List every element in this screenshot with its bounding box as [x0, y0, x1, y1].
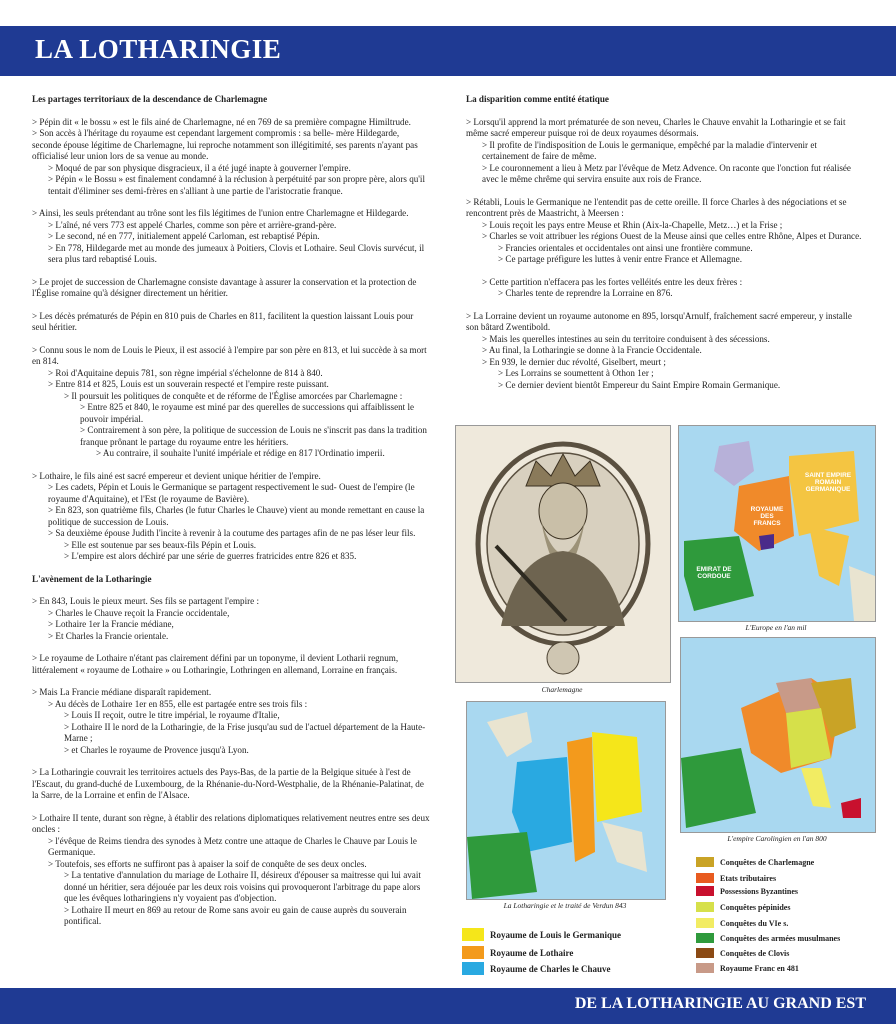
legend-swatch: [462, 928, 484, 941]
legend-label: Possessions Byzantines: [720, 886, 799, 896]
map-carolingien: [680, 637, 876, 833]
paragraph: > Les Lorrains se soumettent à Othon 1er ;: [498, 368, 654, 378]
paragraph: > Au décès de Lothaire 1er en 855, elle est partagée entre ses trois fils :: [48, 698, 308, 709]
charlemagne-portrait: [455, 425, 671, 683]
paragraph: > En 778, Hildegarde met au monde des jumeaux à Poitiers, Clovis et Lothaire. Seul Clovis survécut, il sera plus tard rebaptisé Louis.: [48, 242, 425, 264]
paragraph: > En 823, son quatrième fils, Charles (le futur Charles le Chauve) vient au monde remettant en cause la politique de succession de Louis.: [48, 505, 425, 527]
paragraph: > Lorsqu'il apprend la mort prématurée de son neveu, Charles le Chauve envahit la Lotharingie et se fait même sacré empereur puisque roi de deux royaumes désormais.: [466, 116, 846, 138]
legend-item: [696, 873, 776, 883]
paragraph: > l'évêque de Reims tiendra des synodes à Metz contre une attaque de Charles le Chauve par Louis le Germanique.: [48, 835, 417, 857]
paragraph: > Au final, la Lotharingie se donne à la Francie Occidentale.: [482, 345, 702, 355]
paragraph: > Mais La Francie médiane disparaît rapidement.: [32, 687, 212, 697]
right-column: [466, 94, 866, 391]
caption: L'empire Carolingien en l'an 800: [727, 834, 827, 843]
legend-label: Conquêtes du VIe s.: [720, 918, 789, 928]
paragraph: > Louis reçoit les pays entre Meuse et Rhin (Aix-la-Chapelle, Metz…) et la Frise ;: [482, 219, 783, 230]
map-label: ROYAUME DES FRANCS: [750, 506, 784, 527]
caption: Charlemagne: [541, 685, 583, 694]
legend-item: [462, 946, 573, 959]
footer-title: DE LA LOTHARINGIE AU GRAND EST: [574, 995, 866, 1012]
legend-label: Conquêtes pépinides: [720, 902, 791, 912]
legend-label: Conquêtes de Charlemagne: [720, 857, 815, 867]
legend-swatch: [462, 962, 484, 975]
paragraph: > La Lorraine devient un royaume autonome en 895, lorsqu'Arnulf, fraîchement sacré empereur, y installe son bâtard Zwentibold.: [466, 310, 852, 332]
paragraph: > Cette partition n'effacera pas les fortes velléités entre les deux frères :: [482, 276, 743, 287]
paragraph: > Lothaire II tente, durant son règne, à établir des relations diplomatiques relativement neutres entre ses deux oncles :: [32, 812, 430, 834]
map-label: EMIRAT DE CORDOUE: [696, 566, 732, 580]
legend-label: Etats tributaires: [720, 873, 777, 883]
paragraph: > Charles se voit attribuer les régions Ouest de la Meuse ainsi que celles entre Rhône, Alpes et Durance.: [482, 231, 862, 241]
paragraph: > Il profite de l'indisposition de Louis le germanique, empêché par la maladie d'intervenir et certainement de faire de même.: [482, 139, 817, 161]
legend-swatch: [696, 918, 714, 928]
paragraph: > Mais les querelles intestines au sein du territoire conduisent à des sécessions.: [482, 333, 770, 344]
paragraph: > Ce partage préfigure les luttes à venir entre France et Allemagne.: [498, 254, 742, 264]
paragraph: > Entre 825 et 840, le royaume est miné par des querelles de successions qui affaiblissent le pouvoir impérial.: [80, 402, 415, 424]
legend-swatch: [696, 886, 714, 896]
paragraph: > Francies orientales et occidentales ont ainsi une frontière commune.: [498, 242, 753, 253]
legend-swatch: [462, 946, 484, 959]
paragraph: > Sa deuxième épouse Judith l'incite à revenir à la coutume des partages afin de ne pas léser leur fils.: [48, 528, 416, 538]
legend-swatch: [696, 963, 714, 973]
paragraph: > Et Charles la Francie orientale.: [48, 630, 169, 641]
paragraph: > Toutefois, ses efforts ne suffiront pas à apaiser la soif de conquête de ses deux oncles.: [48, 858, 367, 869]
map-verdun-graphic: [467, 702, 665, 899]
legend-label: Royaume de Charles le Chauve: [490, 963, 611, 974]
legend-label: Conquêtes de Clovis: [720, 948, 790, 958]
map-label: SAINT EMPIRE ROMAIN GERMANIQUE: [804, 472, 852, 493]
legend-item: [696, 948, 789, 958]
legend-swatch: [696, 873, 714, 883]
legend-item: [696, 918, 788, 928]
paragraph: > Au contraire, il souhaite l'unité impériale et rédige en 817 l'Ordinatio imperii.: [96, 448, 385, 458]
map-europe-mil: [678, 425, 876, 622]
paragraph: > et Charles le royaume de Provence jusqu'à Lyon.: [64, 744, 249, 755]
paragraph: > L'empire est alors déchiré par une série de guerres fratricides entre 826 et 835.: [64, 551, 357, 561]
paragraph: > En 843, Louis le pieux meurt. Ses fils se partagent l'empire :: [32, 596, 259, 606]
page-title: LA LOTHARINGIE: [35, 34, 282, 64]
footer-bar: [0, 988, 896, 1024]
paragraph: > L'aîné, né vers 773 est appelé Charles, comme son père et arrière-grand-père.: [48, 219, 337, 230]
legend-item: [696, 886, 798, 896]
paragraph: > Les cadets, Pépin et Louis le Germanique se partagent respectivement le sud- Ouest de l'empire (le royaume d'Aquitaine), et l'Est (le royaume de Bavière).: [48, 482, 415, 504]
legend-swatch: [696, 948, 714, 958]
paragraph: > Entre 814 et 825, Louis est un souverain respecté et l'empire reste puissant.: [48, 379, 329, 389]
paragraph: > La tentative d'annulation du mariage de Lothaire II, désireux d'épouser sa maitresse qui lui avait donné un héritier, sera déjouée par les deux rois voisins qui provoqueront l'arbitrage du pape alors que les évêques lotharingiens n'y voyaient pas d'objection.: [64, 870, 421, 903]
paragraph: > Rétabli, Louis le Germanique ne l'entendit pas de cette oreille. Il force Charles à des négociations et se rencontrent près de Maastricht, à Meersen :: [466, 196, 847, 218]
paragraph: > Connu sous le nom de Louis le Pieux, il est associé à l'empire par son père en 813, et lui succède à sa mort en 814.: [32, 344, 427, 366]
legend-item: [696, 963, 799, 973]
paragraph: > Lothaire 1er la Francie médiane,: [48, 619, 174, 629]
caption: La Lotharingie et le traité de Verdun 843: [503, 901, 627, 910]
legend-item: [696, 902, 790, 912]
legend-item: [462, 928, 621, 941]
paragraph: > Roi d'Aquitaine depuis 781, son règne impérial s'échelonne de 814 à 840.: [48, 367, 323, 378]
paragraph: > Pépin dit « le bossu » est le fils ainé de Charlemagne, né en 769 de sa première compagne Himiltrude.: [32, 116, 411, 127]
legend-swatch: [696, 902, 714, 912]
paragraph: > En 939, le dernier duc révolté, Giselbert, meurt ;: [482, 356, 666, 367]
paragraph: > Elle est soutenue par ses beaux-fils Pépin et Louis.: [64, 539, 257, 550]
paragraph: > Ce dernier devient bientôt Empereur du Saint Empire Romain Germanique.: [498, 379, 781, 390]
legend-label: Conquêtes des armées musulmanes: [720, 933, 841, 943]
paragraph: > Pépin « le Bossu » est finalement condamné à la réclusion à perpétuité par son propre père, alors qu'il tentait d'éliminer ses demi-frères en s'alliant à une partie de l'aristocratie franque.: [48, 174, 425, 196]
paragraph: > Le couronnement a lieu à Metz par l'évêque de Metz Advence. On raconte que l'onction fut réalisée avec le même chrême qui servira ensuite aux rois de France.: [482, 162, 851, 184]
paragraph: > Moqué de par son physique disgracieux, il a été jugé inapte à gouverner l'empire.: [48, 162, 351, 173]
legend-swatch: [696, 933, 714, 943]
legend-item: [462, 962, 611, 975]
caption: L'Europe en l'an mil: [745, 623, 807, 632]
section-heading: La disparition comme entité étatique: [466, 94, 609, 104]
paragraph: > Contrairement à son père, la politique de succession de Louis ne s'inscrit pas dans la tradition franque prônant le partage du royaume entre les héritiers.: [80, 425, 427, 447]
paragraph: > Charles le Chauve reçoit la Francie occidentale,: [48, 607, 230, 618]
paragraph: > Lothaire II meurt en 869 au retour de Rome sans avoir eu gain de cause auprès du souverain pontifical.: [64, 904, 407, 926]
left-column: [32, 94, 430, 928]
legend-label: Royaume de Louis le Germanique: [490, 929, 622, 940]
paragraph: > Il poursuit les politiques de conquête et de réforme de l'Église amorcées par Charlemagne :: [64, 390, 403, 401]
paragraph: > Louis II reçoit, outre le titre impérial, le royaume d'Italie,: [64, 710, 280, 720]
paragraph: > Son accès à l'héritage du royaume est cependant largement compromis : sa belle- mère Hildegarde, seconde épouse légitime de Charlemagne, lui reproche notamment son illégitimité, ses parents n'ayant pas officialisé leur union lors de sa venue au monde.: [32, 128, 418, 161]
paragraph: > Lothaire, le fils ainé est sacré empereur et devient unique héritier de l'empire.: [32, 470, 321, 481]
paragraph: > Les décès prématurés de Pépin en 810 puis de Charles en 811, facilitent la question laissant Louis pour seul héritier.: [32, 310, 414, 332]
legend-label: Royaume de Lothaire: [490, 947, 574, 958]
legend-item: [696, 857, 814, 867]
paragraph: > Charles tente de reprendre la Lorraine en 876.: [498, 288, 673, 298]
paragraph: > Le second, né en 777, initialement appelé Carloman, est rebaptisé Pépin.: [48, 231, 320, 241]
paragraph: > Ainsi, les seuls prétendant au trône sont les fils légitimes de l'union entre Charlemagne et Hildegarde.: [32, 208, 409, 218]
legend-label: Royaume Franc en 481: [720, 963, 799, 973]
header-bar: [0, 26, 896, 76]
legend-swatch: [696, 857, 714, 867]
paragraph: > Le royaume de Lothaire n'étant pas clairement défini par un toponyme, il devient Lotharii regnum, littéralement « royaume de Lothaire » ou Lotharingie, Lothringen en allemand, Lorraine en français.: [32, 653, 399, 675]
section-heading: L'avènement de la Lotharingie: [32, 573, 152, 584]
map-carolingien-graphic: [681, 638, 875, 832]
paragraph: > La Lotharingie couvrait les territoires actuels des Pays-Bas, de la partie de la Belgique située à l'est de l'Escaut, du grand-duché de Luxembourg, de la Rhénanie-du-Nord-Westphalie, de la Rhénanie-Palatinat, de la Sarre, de la Lorraine et enfin de l'Alsace.: [32, 767, 424, 800]
legend-item: [696, 933, 840, 943]
map-verdun: [466, 701, 666, 900]
paragraph: > Lothaire II le nord de la Lotharingie, de la Frise jusqu'au sud de l'actuel département de la Haute-Marne ;: [64, 721, 426, 743]
portrait-engraving-icon: [456, 426, 670, 682]
section-heading: Les partages territoriaux de la descendance de Charlemagne: [32, 94, 268, 104]
paragraph: > Le projet de succession de Charlemagne consiste davantage à assurer la conservation et la protection de l'Église romaine qu'à désigner directement un héritier.: [32, 276, 417, 298]
